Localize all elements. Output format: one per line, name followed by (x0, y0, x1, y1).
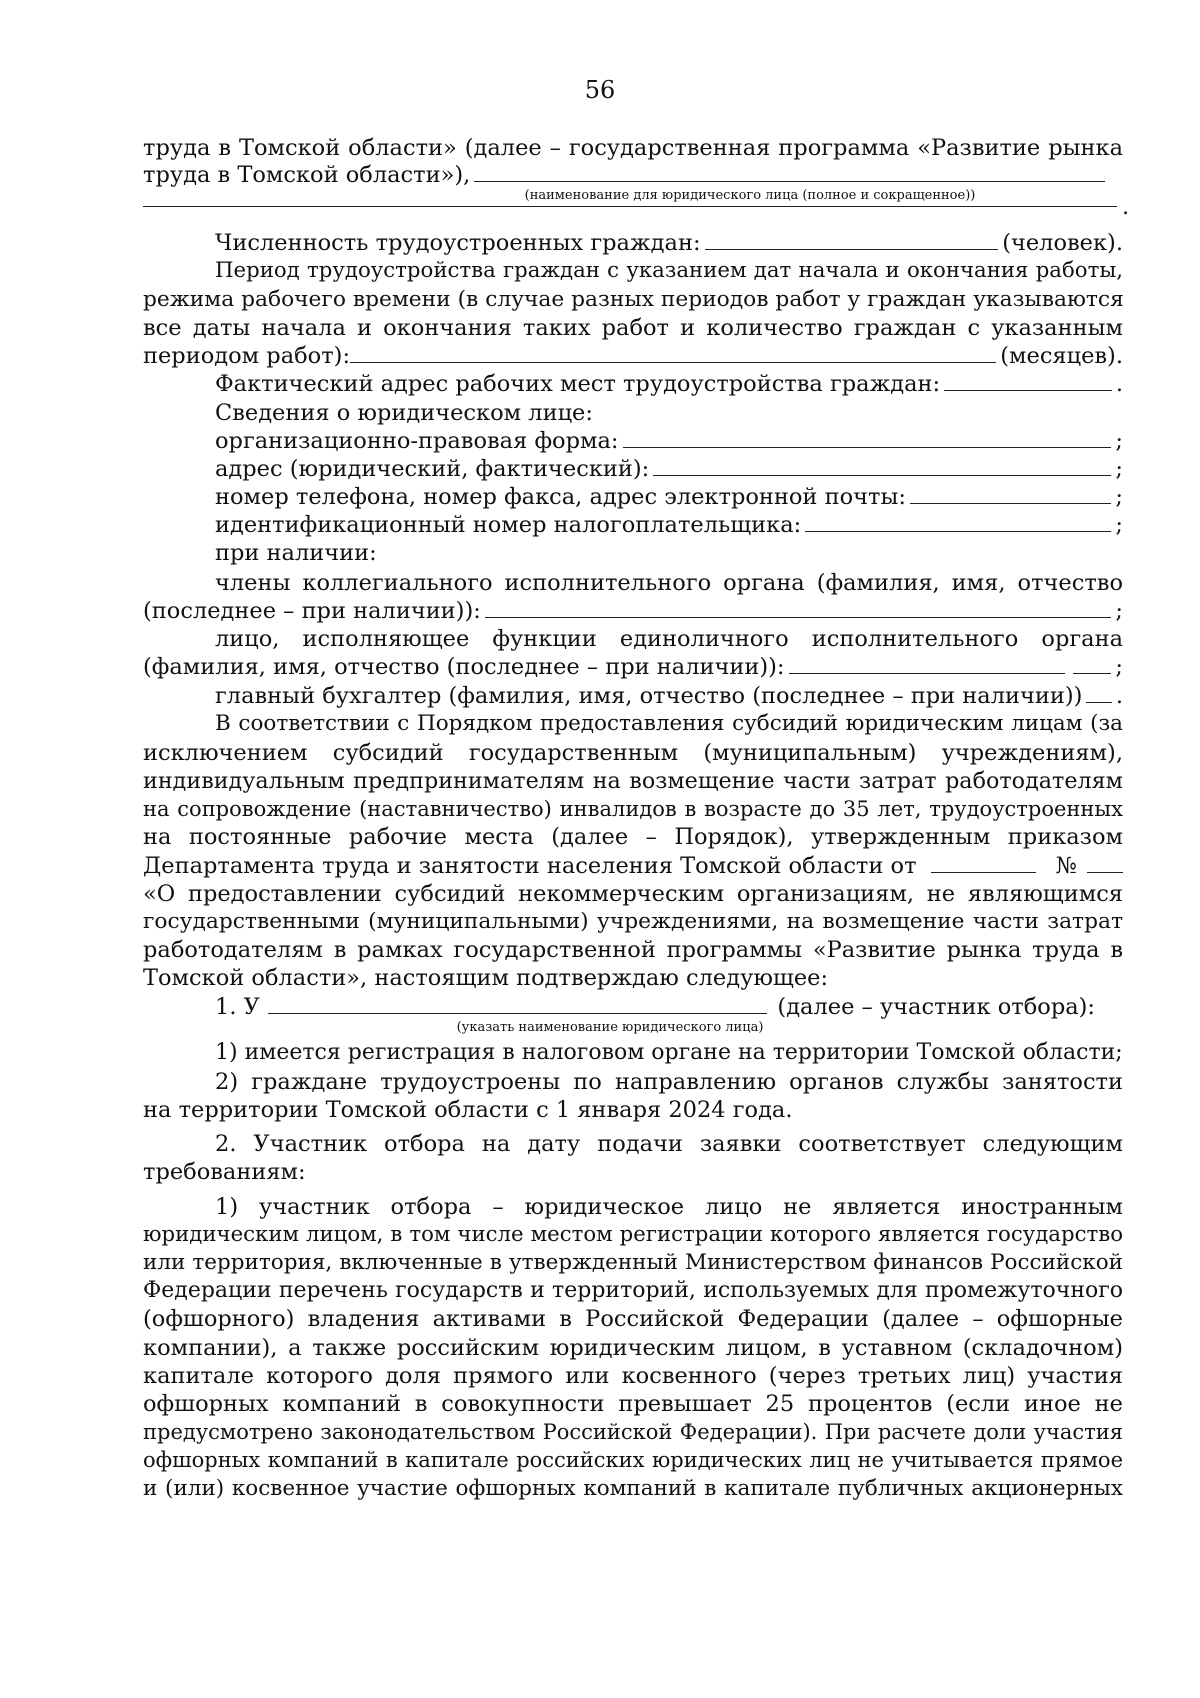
contacts-semicolon: ; (1115, 484, 1123, 510)
accountant-row (215, 681, 1123, 711)
org-name-caption: (наименование для юридического лица (полное и сокращенное)) (524, 188, 976, 203)
board-semicolon: ; (1115, 598, 1123, 624)
order-number-blank (1087, 852, 1123, 873)
procedure-line-5: на постоянные рабочие места (далее – Порядок), утвержденным приказом (143, 824, 1123, 850)
employed-unit: (человек). (1002, 230, 1123, 256)
participant-caption: (указать наименование юридического лица) (456, 1020, 764, 1035)
employed-blank (705, 229, 999, 250)
section2-para-line-9: предусмотрено законодательством Российской Федерации). При расчете доли участия (143, 1420, 1123, 1444)
procedure-line-2: исключением субсидий государственным (муниципальным) учреждениям), (143, 740, 1123, 766)
org-name-blank (474, 161, 1105, 182)
org-form-blank (623, 427, 1112, 448)
intro-period: . (1122, 194, 1130, 220)
section2-para-line-1: 1) участник отбора – юридическое лицо не является иностранным (215, 1194, 1123, 1220)
participant-name-blank (268, 993, 768, 1014)
org-name-blank-2 (143, 206, 1117, 207)
contacts-blank (910, 483, 1111, 504)
period-line-4 (143, 341, 1123, 371)
org-form-label: организационно-правовая форма: (215, 428, 619, 454)
legal-address-label: адрес (юридический, фактический): (215, 456, 650, 482)
section2-para-line-8: офшорных компаний в совокупности превышает 25 процентов (если иное не (143, 1391, 1123, 1417)
board-label: (последнее – при наличии)): (143, 598, 481, 624)
address-label: Фактический адрес рабочих мест трудоустройства граждан: (215, 371, 941, 397)
order-number-sign: № (1055, 853, 1077, 879)
section1-prefix: 1. У (215, 994, 260, 1020)
period-line-4-text: периодом работ): (143, 343, 351, 369)
board-line-1: члены коллегиального исполнительного органа (фамилия, имя, отчество (215, 570, 1123, 596)
section2-line-2: требованиям: (143, 1159, 306, 1185)
period-unit: (месяцев). (1000, 343, 1123, 369)
section2-para-line-2: юридическим лицом, в том числе местом регистрации которого является государство (143, 1222, 1123, 1247)
head-label: (фамилия, имя, отчество (последнее – при наличии)): (143, 654, 785, 680)
section2-para-line-11: и (или) косвенное участие офшорных компаний в капитале публичных акционерных (143, 1476, 1123, 1501)
section1-item-2-line-1: 2) граждане трудоустроены по направлению органов службы занятости (215, 1069, 1123, 1095)
intro-line-2 (143, 160, 1109, 190)
procedure-line-9: работодателям в рамках государственной программы «Развитие рынка труда в (143, 937, 1123, 963)
intro-line-1: труда в Томской области» (далее – государственная программа «Развитие рынка (143, 135, 1123, 161)
if-any-label: при наличии: (215, 540, 377, 566)
section2-para-line-5: (офшорного) владения активами в Российской Федерации (далее – офшорные (143, 1306, 1123, 1332)
period-line-1: Период трудоустройства граждан с указанием дат начала и окончания работы, (215, 258, 1123, 283)
head-semicolon: ; (1115, 654, 1123, 680)
section2-para-line-10: офшорных компаний в капитале российских юридических лиц не учитывается прямое (143, 1448, 1123, 1472)
procedure-line-7: «О предоставлении субсидий некоммерческим организациям, не являющимся (143, 881, 1123, 907)
procedure-line-3: индивидуальным предпринимателям на возмещение части затрат работодателям (143, 768, 1123, 794)
head-blank (789, 653, 1066, 674)
procedure-line-6-text: Департамента труда и занятости населения Томской области от (143, 853, 917, 879)
head-line-1: лицо, исполняющее функции единоличного исполнительного органа (215, 626, 1123, 652)
board-blank (485, 597, 1112, 618)
legal-address-semicolon: ; (1115, 456, 1123, 482)
org-form-semicolon: ; (1115, 428, 1123, 454)
section2-para-line-7: капитале которого доля прямого или косвенного (через третьих лиц) участия (143, 1363, 1123, 1389)
section1-suffix: (далее – участник отбора): (777, 994, 1095, 1020)
section1-row (215, 992, 1095, 1022)
accountant-end: . (1115, 683, 1123, 709)
address-row (215, 369, 1123, 399)
procedure-line-1: В соответствии с Порядком предоставления субсидий юридическим лицам (за (215, 711, 1123, 736)
employed-label: Численность трудоустроенных граждан: (215, 230, 701, 256)
head-line-2 (143, 652, 1123, 682)
head-blank-short (1073, 653, 1111, 674)
org-form-row (215, 426, 1123, 456)
section1-item-2-line-2: на территории Томской области с 1 января 2024 года. (143, 1097, 793, 1123)
legal-info-heading: Сведения о юридическом лице: (215, 400, 593, 426)
accountant-blank (1086, 682, 1111, 703)
accountant-label: главный бухгалтер (фамилия, имя, отчество (последнее – при наличии)) (215, 683, 1083, 709)
procedure-line-4: на сопровождение (наставничество) инвалидов в возрасте до 35 лет, трудоустроенных (143, 797, 1123, 821)
section2-para-line-4: Федерации перечень государств и территорий, используемых для промежуточного (143, 1278, 1123, 1303)
inn-semicolon: ; (1115, 512, 1123, 538)
address-blank (944, 370, 1112, 391)
period-line-2: режима рабочего времени (в случае разных периодов работ у граждан указываются (143, 287, 1124, 312)
section2-para-line-6: компании), а также российским юридическим лицом, в уставном (складочном) (143, 1335, 1123, 1361)
section2-para-line-3: или территория, включенные в утвержденный Министерством финансов Российской (143, 1250, 1123, 1275)
intro-line-2-text: труда в Томской области»), (143, 162, 471, 188)
contacts-row (215, 482, 1123, 512)
period-blank (350, 342, 996, 363)
legal-address-blank (653, 455, 1111, 476)
procedure-line-6 (143, 851, 1123, 881)
legal-address-row (215, 454, 1123, 484)
inn-row (215, 510, 1123, 540)
period-line-3: все даты начала и окончания таких работ и количество граждан с указанным (143, 315, 1123, 341)
page-number: 56 (584, 76, 616, 104)
order-date-blank (931, 852, 1036, 873)
inn-label: идентификационный номер налогоплательщика: (215, 512, 802, 538)
procedure-line-10: Томской области», настоящим подтверждаю следующее: (143, 965, 829, 991)
section1-item-1: 1) имеется регистрация в налоговом органе на территории Томской области; (215, 1040, 1123, 1065)
board-line-2 (143, 596, 1123, 626)
inn-blank (805, 511, 1111, 532)
procedure-line-8: государственными (муниципальными) учреждениями, на возмещение части затрат (143, 909, 1123, 934)
section2-line-1: 2. Участник отбора на дату подачи заявки соответствует следующим (215, 1131, 1123, 1157)
contacts-label: номер телефона, номер факса, адрес электронной почты: (215, 484, 906, 510)
address-end: . (1115, 371, 1123, 397)
employed-row (215, 228, 1123, 258)
